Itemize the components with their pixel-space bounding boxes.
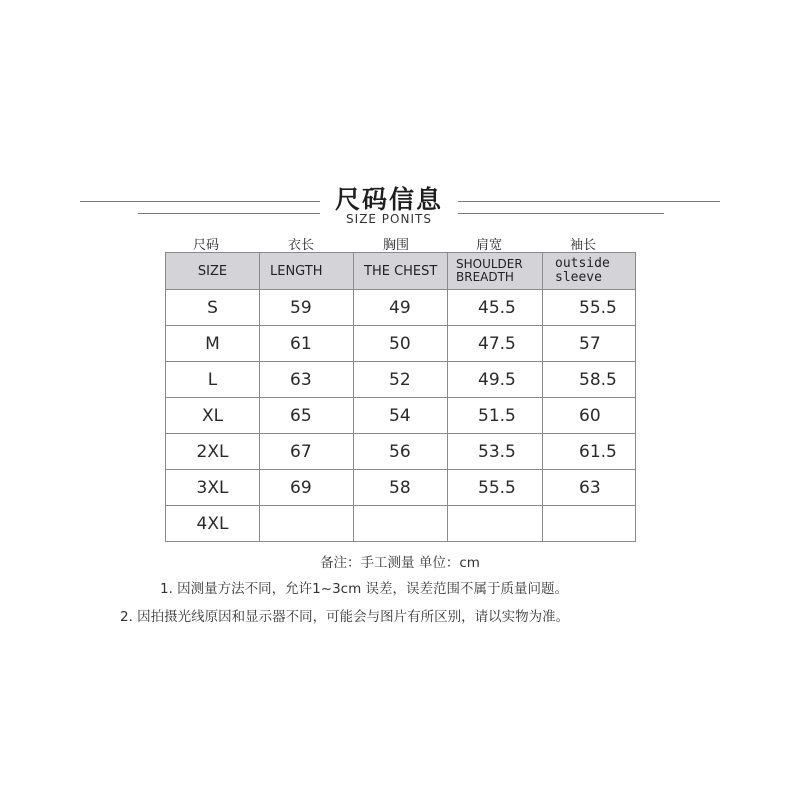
header-rule-left-bottom [138, 213, 320, 214]
shoulder-cell [448, 506, 543, 542]
length-cell: 61 [260, 326, 354, 362]
sleeve-cell: 60 [543, 398, 636, 434]
size-cell: M [166, 326, 260, 362]
length-cell: 63 [260, 362, 354, 398]
table-row [166, 290, 636, 326]
chest-cell: 50 [354, 326, 448, 362]
page-subtitle: SIZE PONITS [346, 212, 432, 226]
chest-cell: 58 [354, 470, 448, 506]
size-cell: L [166, 362, 260, 398]
chest-cell: 52 [354, 362, 448, 398]
size-cell: 3XL [166, 470, 260, 506]
column-header-chest: THE CHEST [354, 253, 448, 290]
column-header-size: SIZE [166, 253, 260, 290]
table-header-row [166, 253, 636, 290]
sleeve-cell: 61.5 [543, 434, 636, 470]
cn-header-length: 衣长 [288, 238, 315, 253]
sleeve-header-line-1: outside [555, 256, 610, 271]
length-cell: 69 [260, 470, 354, 506]
length-cell: 67 [260, 434, 354, 470]
chest-cell: 56 [354, 434, 448, 470]
shoulder-cell: 51.5 [448, 398, 543, 434]
size-cell: 2XL [166, 434, 260, 470]
size-cell: S [166, 290, 260, 326]
cn-header-shoulder: 肩宽 [476, 238, 503, 253]
sleeve-cell: 57 [543, 326, 636, 362]
column-header-sleeve [543, 253, 636, 290]
shoulder-cell: 49.5 [448, 362, 543, 398]
sleeve-header-line-2: sleeve [555, 270, 602, 285]
shoulder-cell: 53.5 [448, 434, 543, 470]
size-cell: 4XL [166, 506, 260, 542]
note-line-1: 1. 因测量方法不同，允许1~3cm 误差，误差范围不属于质量问题。 [160, 581, 569, 597]
sleeve-cell: 55.5 [543, 290, 636, 326]
column-header-shoulder [448, 253, 543, 290]
sleeve-cell: 63 [543, 470, 636, 506]
note-line-2: 2. 因拍摄光线原因和显示器不同，可能会与图片有所区别，请以实物为准。 [120, 609, 570, 625]
table-row [166, 362, 636, 398]
page-title: 尺码信息 [334, 185, 443, 214]
table-row [166, 398, 636, 434]
length-cell [260, 506, 354, 542]
table-row [166, 326, 636, 362]
cn-header-chest: 胸围 [383, 238, 410, 253]
cn-header-sleeve: 袖长 [570, 238, 597, 253]
sleeve-cell [543, 506, 636, 542]
cn-header-size: 尺码 [193, 238, 220, 253]
chest-cell: 49 [354, 290, 448, 326]
measurement-remark: 备注：手工测量 单位：cm [320, 555, 480, 571]
sleeve-cell: 58.5 [543, 362, 636, 398]
shoulder-cell: 45.5 [448, 290, 543, 326]
shoulder-cell: 47.5 [448, 326, 543, 362]
shoulder-header-line-1: SHOULDER [456, 257, 523, 271]
size-table [165, 252, 636, 542]
column-header-length: LENGTH [260, 253, 354, 290]
size-cell: XL [166, 398, 260, 434]
shoulder-header-line-2: BREADTH [456, 270, 514, 284]
table-row [166, 470, 636, 506]
shoulder-cell: 55.5 [448, 470, 543, 506]
length-cell: 65 [260, 398, 354, 434]
table-row [166, 434, 636, 470]
header-rule-right-bottom [458, 213, 664, 214]
table-row [166, 506, 636, 542]
header-rule-right-top [458, 201, 720, 202]
length-cell: 59 [260, 290, 354, 326]
chest-cell [354, 506, 448, 542]
header-rule-left-top [80, 201, 320, 202]
chest-cell: 54 [354, 398, 448, 434]
